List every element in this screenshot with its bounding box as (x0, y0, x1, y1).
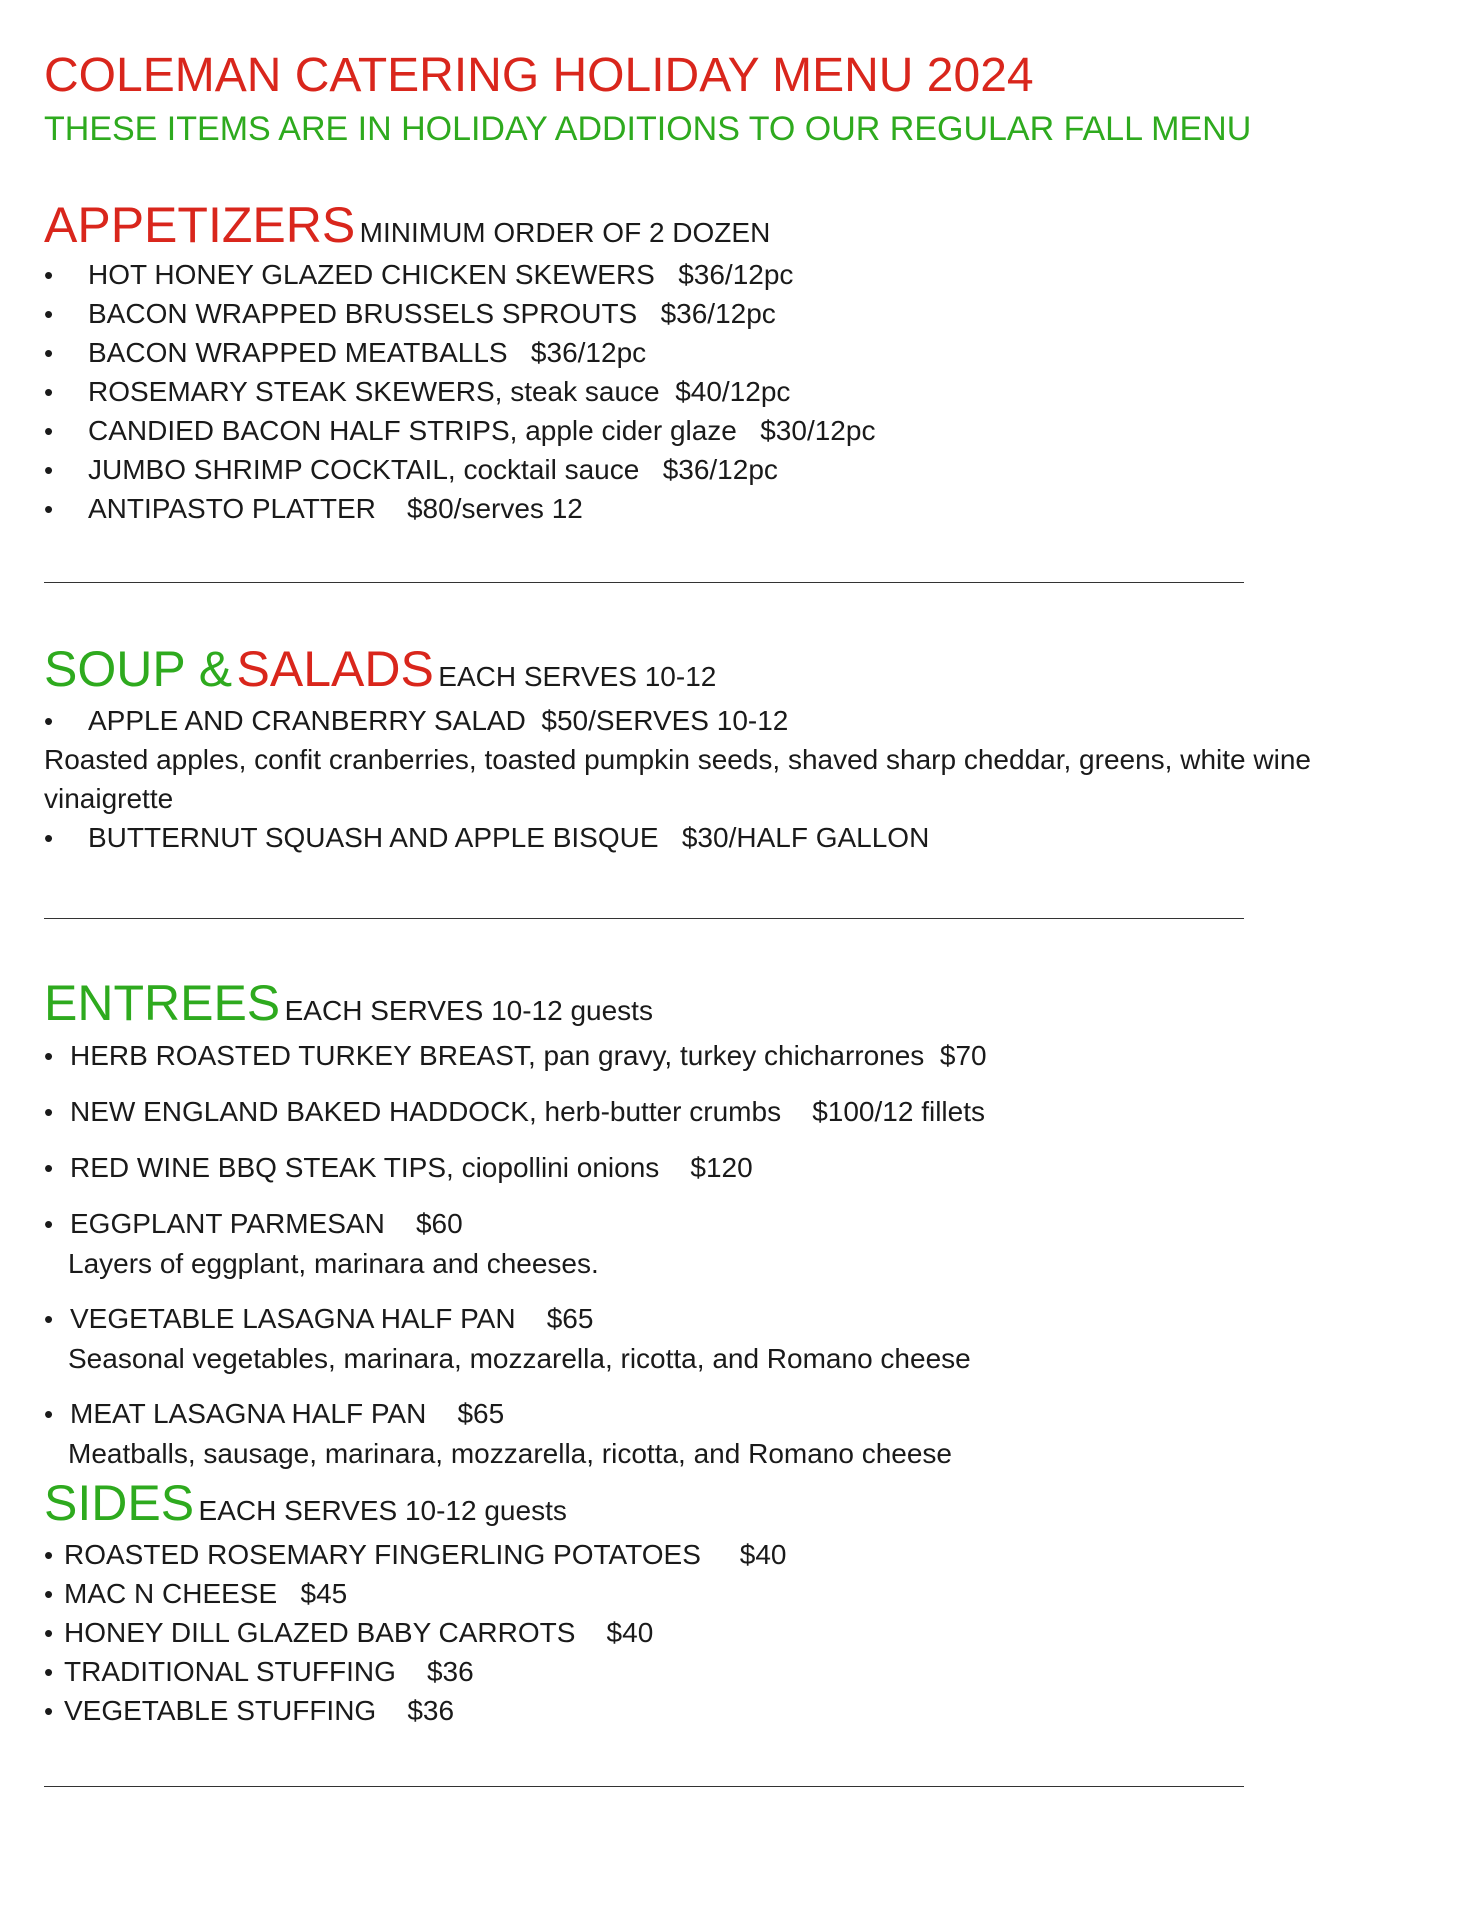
entree-item: • MEAT LASAGNA HALF PAN $65 Meatballs, sausage, marinara, mozzarella, ricotta, and Romano cheese (44, 1394, 952, 1473)
sides-list (44, 1535, 787, 1730)
side-item: • TRADITIONAL STUFFING $36 (44, 1652, 787, 1691)
entrees-heading: ENTREES (44, 975, 281, 1031)
bullet-icon: • (44, 455, 54, 485)
section-divider (44, 582, 1244, 583)
appetizer-item: • BACON WRAPPED BRUSSELS SPROUTS $36/12pc (44, 294, 875, 333)
salads-heading: SALADS (236, 641, 434, 697)
appetizer-item: • JUMBO SHRIMP COCKTAIL, cocktail sauce $36/12pc (44, 450, 875, 489)
appetizer-item: • BACON WRAPPED MEATBALLS $36/12pc (44, 333, 875, 372)
appetizer-item: • ANTIPASTO PLATTER $80/serves 12 (44, 489, 875, 528)
soups-salads-note: EACH SERVES 10-12 (438, 661, 717, 692)
price: $70 (939, 1040, 987, 1071)
price: $36/12pc (530, 337, 647, 368)
sides-note: EACH SERVES 10-12 guests (198, 1495, 567, 1526)
page-subtitle: THESE ITEMS ARE IN HOLIDAY ADDITIONS TO OUR REGULAR FALL MENU (44, 110, 1252, 148)
entree-description: Seasonal vegetables, marinara, mozzarella, ricotta, and Romano cheese (68, 1343, 971, 1374)
price: $30/HALF GALLON (681, 822, 930, 853)
price: $36 (426, 1656, 474, 1687)
side-item: • VEGETABLE STUFFING $36 (44, 1691, 787, 1730)
appetizers-note: MINIMUM ORDER OF 2 DOZEN (359, 217, 771, 248)
price: $50/SERVES 10-12 (541, 705, 789, 736)
bullet-icon: • (44, 1657, 54, 1687)
entree-item: • NEW ENGLAND BAKED HADDOCK, herb-butter crumbs $100/12 fillets (44, 1092, 985, 1132)
entree-item: • EGGPLANT PARMESAN $60 Layers of eggplant, marinara and cheeses. (44, 1204, 599, 1283)
price: $40/12pc (675, 376, 791, 407)
side-item: • HONEY DILL GLAZED BABY CARROTS $40 (44, 1613, 787, 1652)
bullet-icon: • (44, 1540, 54, 1570)
bullet-icon: • (44, 338, 54, 368)
page-title: COLEMAN CATERING HOLIDAY MENU 2024 (44, 49, 1034, 102)
soups-salads-list (44, 701, 1444, 857)
entree-item: • RED WINE BBQ STEAK TIPS, ciopollini onions $120 (44, 1148, 753, 1188)
bullet-icon: • (44, 260, 54, 290)
appetizer-item: • CANDIED BACON HALF STRIPS, apple cider glaze $30/12pc (44, 411, 875, 450)
bullet-icon: • (44, 823, 54, 853)
salad-item: • APPLE AND CRANBERRY SALAD $50/SERVES 10-12 (44, 701, 1444, 740)
bullet-icon: • (44, 1696, 54, 1726)
bullet-icon: • (44, 1041, 54, 1071)
salad-description: Roasted apples, confit cranberries, toasted pumpkin seeds, shaved sharp cheddar, greens, white wine vinaigrette (44, 744, 1311, 814)
price: $80/serves 12 (406, 493, 583, 524)
bullet-icon: • (44, 299, 54, 329)
price: $65 (457, 1398, 505, 1429)
entree-item: • HERB ROASTED TURKEY BREAST, pan gravy, turkey chicharrones $70 (44, 1036, 987, 1076)
section-divider (44, 1786, 1244, 1787)
bullet-icon: • (44, 1304, 54, 1334)
sides-header (44, 1474, 567, 1532)
appetizers-heading: APPETIZERS (44, 197, 356, 253)
entrees-header (44, 974, 653, 1032)
side-item: • ROASTED ROSEMARY FINGERLING POTATOES $40 (44, 1535, 787, 1574)
appetizer-item: • HOT HONEY GLAZED CHICKEN SKEWERS $36/12pc (44, 255, 875, 294)
bullet-icon: • (44, 1399, 54, 1429)
entrees-note: EACH SERVES 10-12 guests (284, 995, 653, 1026)
price: $30/12pc (760, 415, 876, 446)
bullet-icon: • (44, 1618, 54, 1648)
price: $36/12pc (678, 259, 794, 290)
price: $45 (300, 1578, 348, 1609)
appetizer-item: • ROSEMARY STEAK SKEWERS, steak sauce $40/12pc (44, 372, 875, 411)
price: $36/12pc (662, 454, 778, 485)
bullet-icon: • (44, 1097, 54, 1127)
price: $60 (415, 1208, 463, 1239)
price: $100/12 fillets (812, 1096, 985, 1127)
entree-item: • VEGETABLE LASAGNA HALF PAN $65 Seasonal vegetables, marinara, mozzarella, ricotta, and Romano cheese (44, 1299, 971, 1378)
bullet-icon: • (44, 1153, 54, 1183)
bullet-icon: • (44, 494, 54, 524)
price: $40 (739, 1539, 787, 1570)
bullet-icon: • (44, 1579, 54, 1609)
appetizers-list (44, 255, 875, 528)
bullet-icon: • (44, 416, 54, 446)
soups-salads-header (44, 640, 716, 698)
soups-heading: SOUP & (44, 641, 233, 697)
bullet-icon: • (44, 1209, 54, 1239)
price: $36 (407, 1695, 455, 1726)
price: $120 (690, 1152, 753, 1183)
bullet-icon: • (44, 377, 54, 407)
sides-heading: SIDES (44, 1475, 195, 1531)
bullet-icon: • (44, 706, 54, 736)
entree-description: Meatballs, sausage, marinara, mozzarella, ricotta, and Romano cheese (68, 1438, 952, 1469)
side-item: • MAC N CHEESE $45 (44, 1574, 787, 1613)
entree-description: Layers of eggplant, marinara and cheeses. (68, 1248, 599, 1279)
price: $40 (606, 1617, 654, 1648)
price: $65 (546, 1303, 594, 1334)
soup-item: • BUTTERNUT SQUASH AND APPLE BISQUE $30/HALF GALLON (44, 818, 1444, 857)
price: $36/12pc (660, 298, 776, 329)
section-divider (44, 918, 1244, 919)
appetizers-header (44, 196, 770, 254)
